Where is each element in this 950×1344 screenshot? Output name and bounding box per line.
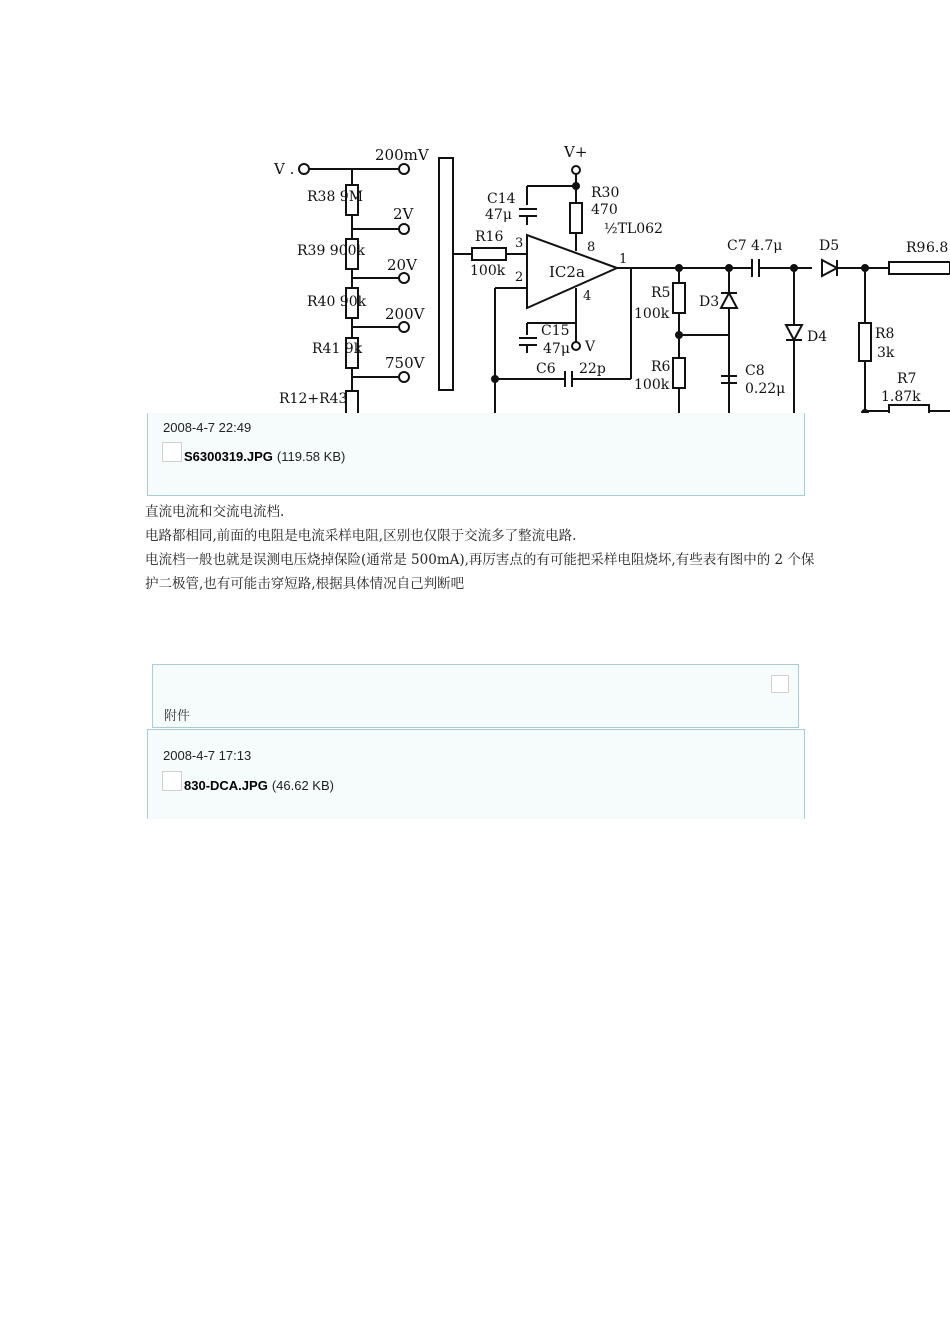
schematic-label-r30-val: 470 [591, 202, 618, 218]
schematic-label-20v: 20V [387, 256, 417, 274]
attachment-2-filename[interactable]: 830-DCA.JPG [184, 777, 268, 793]
schematic-image[interactable] [147, 113, 950, 413]
schematic-label-pin8: 8 [587, 240, 596, 255]
schematic-label-750v: 750V [385, 354, 425, 372]
schematic-label-r5-val: 100k [634, 306, 670, 322]
schematic-label-r7: R7 [897, 371, 917, 387]
schematic-label-r41: R41 9k [312, 341, 363, 357]
schematic-label-c7: C7 [727, 238, 747, 254]
schematic-label-d3: D3 [699, 294, 720, 310]
schematic-label-pin3: 3 [515, 236, 524, 251]
schematic-label-r30: R30 [591, 185, 620, 201]
schematic-label-pin4: 4 [583, 289, 592, 304]
schematic-label-r8: R8 [875, 326, 895, 342]
schematic-label-r7-val: 1.87k [881, 389, 921, 405]
schematic-label-d5: D5 [819, 238, 840, 254]
attachment-2-date: 2008-4-7 17:13 [163, 748, 252, 763]
schematic-label-opamp-part: ½TL062 [604, 221, 663, 237]
schematic-label-c6-val: 22p [579, 361, 606, 377]
attachment-1-file[interactable] [162, 446, 345, 466]
schematic-label-ic: IC2a [549, 263, 585, 281]
schematic-label-c8: C8 [745, 363, 765, 379]
attachment-1-date: 2008-4-7 22:49 [163, 420, 252, 435]
schematic-label-c14-val: 47μ [485, 207, 512, 223]
attachment-box [152, 664, 799, 728]
schematic-label-r38: R38 9M [307, 189, 364, 205]
schematic-label-c15-val: 47μ [543, 341, 570, 357]
schematic-label-c15: C15 [541, 323, 570, 339]
schematic-label-pin1: 1 [619, 252, 628, 267]
schematic-label-pin2: 2 [515, 270, 524, 285]
body-paragraph-2: 电路都相同,前面的电阻是电流采样电阻,区别也仅限于交流多了整流电路. [145, 528, 577, 544]
image-file-icon [162, 442, 182, 462]
schematic-label-r40: R40 90k [307, 294, 367, 310]
schematic-label-vminus: V [585, 339, 596, 355]
schematic-label-200mv: 200mV [375, 146, 429, 164]
schematic-label-r16-val: 100k [470, 263, 506, 279]
attachment-box-label: 附件 [164, 709, 191, 724]
attachment-1-filename[interactable]: S6300319.JPG [184, 448, 273, 464]
schematic-label-r9: R9 [906, 240, 926, 256]
attachment-1-size: (119.58 KB) [276, 448, 346, 464]
schematic-label-200v: 200V [385, 305, 425, 323]
body-paragraph-3: 电流档一般也就是误测电压烧掉保险(通常是 500mA),再厉害点的有可能把采样电阻烧坏,有些表有图中的 2 个保护二极管,也有可能击穿短路,根据具体情况自己判断吧 [145, 552, 815, 592]
schematic-label-r6: R6 [651, 359, 671, 375]
schematic-label-d4: D4 [807, 329, 828, 345]
attachment-2-file[interactable] [162, 775, 334, 795]
post-body [145, 500, 825, 596]
schematic-label-c14: C14 [487, 191, 516, 207]
body-paragraph-1: 直流电流和交流电流档. [145, 504, 285, 520]
collapse-toggle-icon[interactable] [771, 675, 789, 693]
schematic-label-r6-val: 100k [634, 377, 670, 393]
schematic-label-r8-val: 3k [877, 345, 895, 361]
schematic-label-r9-val: 6.8 [926, 240, 949, 256]
schematic-label-r12-r43: R12+R43 [279, 391, 348, 407]
circuit-diagram [147, 113, 950, 413]
schematic-label-input: V . [274, 160, 295, 178]
schematic-label-r39: R39 900k [297, 243, 366, 259]
image-file-icon [162, 771, 182, 791]
attachment-2-size: (46.62 KB) [271, 777, 334, 793]
schematic-label-c6: C6 [536, 361, 556, 377]
schematic-label-vplus: V+ [564, 143, 588, 161]
schematic-label-c7-val: 4.7μ [751, 238, 783, 254]
schematic-label-c8-val: 0.22μ [745, 381, 786, 397]
attachment-panel-2 [147, 729, 805, 819]
schematic-label-r5: R5 [651, 285, 671, 301]
schematic-label-2v: 2V [393, 205, 414, 223]
schematic-label-r16: R16 [475, 229, 504, 245]
